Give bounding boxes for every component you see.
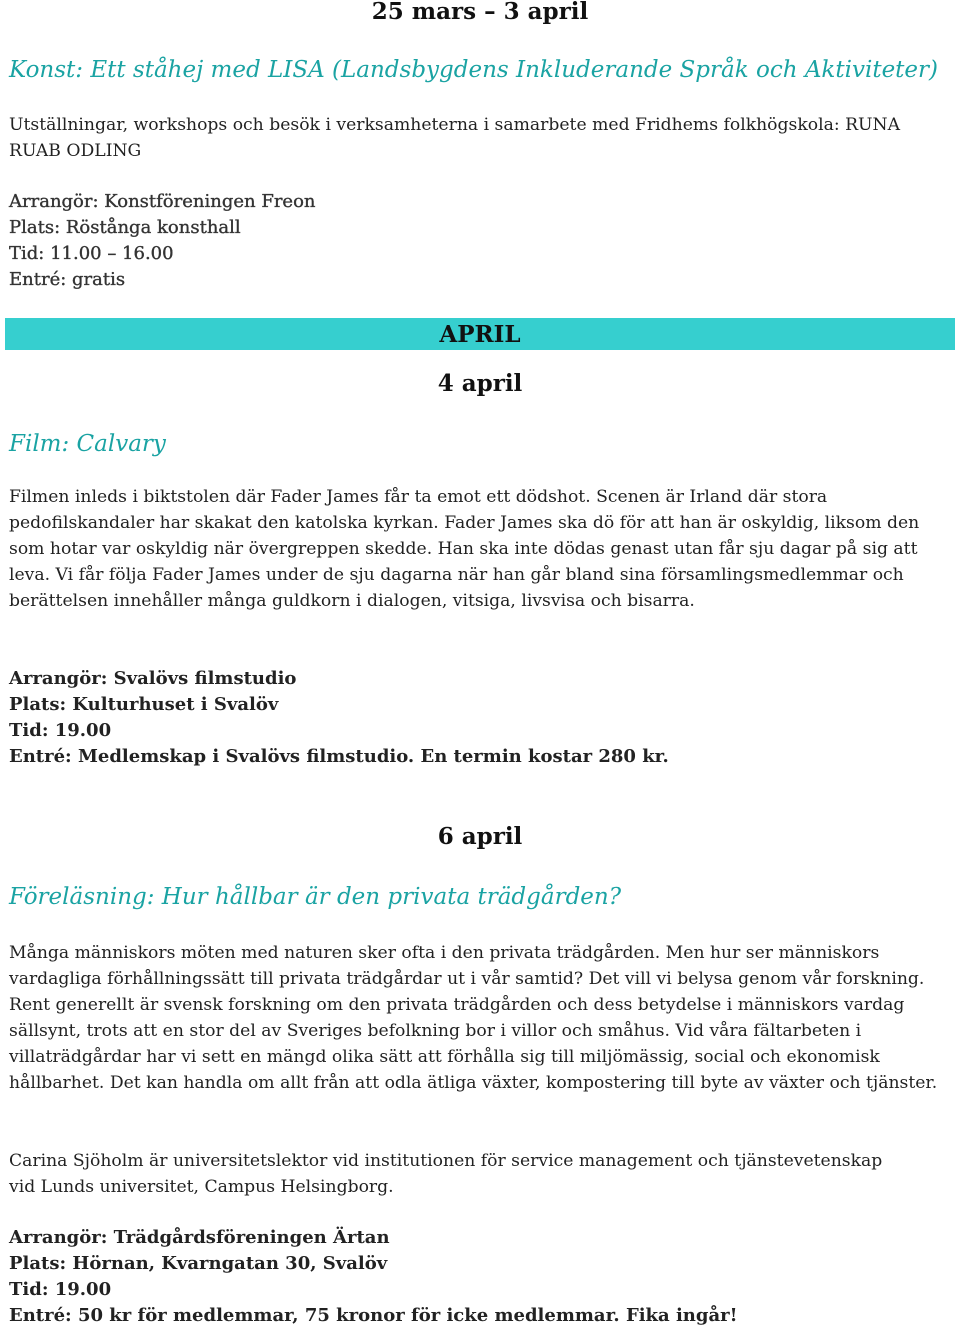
arranger-line: Arrangör: Trädgårdsföreningen Ärtan — [9, 1227, 390, 1248]
speaker-info: Carina Sjöholm är universitetslektor vid institutionen för service management och tjänstevetenskap vid Lunds universitet, Campus Helsingborg. — [9, 1151, 883, 1197]
event-date-4-april: 4 april — [437, 370, 523, 397]
arranger-line: Arrangör: Svalövs filmstudio — [9, 668, 297, 689]
entry-line: Entré: 50 kr för medlemmar, 75 kronor för icke medlemmar. Fika ingår! — [9, 1305, 738, 1326]
event-title-konst: Konst: Ett ståhej med LISA (Landsbygdens Inkluderande Språk och Aktiviteter) — [9, 57, 938, 83]
time-line: Tid: 19.00 — [9, 1279, 112, 1300]
time-line: Tid: 11.00 – 16.00 — [9, 243, 174, 264]
time-line: Tid: 19.00 — [9, 720, 112, 741]
event-details-konst — [9, 189, 316, 293]
arranger-line: Arrangör: Konstföreningen Freon — [9, 191, 316, 212]
entry-line: Entré: Medlemskap i Svalövs filmstudio. En termin kostar 280 kr. — [9, 746, 669, 767]
event-description-film: Filmen inleds i biktstolen där Fader James får ta emot ett dödshot. Scenen är Irland där stora pedofilskandaler har skakat den katolska kyrkan. Fader James ska dö för att han är oskyldig, liksom den som hotar var oskyldig när övergreppen skedde. Han ska inte dödas genast utan får sju dagar på sig att leva. Vi får följa Fader James under de sju dagarna när han går bland sina församlingsmedlemmar och berättelsen innehåller många guldkorn i dialogen, vitsiga, livsvisa och bisarra. — [9, 487, 920, 611]
event-description-forelasning: Många människors möten med naturen sker ofta i den privata trädgården. Men hur ser människors vardagliga förhållningssätt till privata trädgårdar ut i vår samtid? Det vill vi belysa genom vår forskning. Rent generellt är svensk forskning om den privata trädgården och dess betydelse i människors vardag sällsynt, trots att en stor del av Sveriges befolkning bor i villor och småhus. Vid våra fältarbeten i villaträdgårdar har vi sett en mängd olika sätt att förhålla sig till miljömässig, social och ekonomisk hållbarhet. Det kan handla om allt från att odla ätliga växter, kompostering till byte av växter och tjänster. — [9, 943, 938, 1093]
event-details-forelasning — [9, 1225, 738, 1329]
event-details-film — [9, 666, 669, 770]
event-title-forelasning: Föreläsning: Hur hållbar är den privata trädgården? — [9, 884, 622, 910]
header-date: 25 mars – 3 april — [371, 0, 589, 25]
place-line: Plats: Röstånga konsthall — [9, 217, 241, 238]
event-date-6-april: 6 april — [437, 823, 523, 850]
entry-line: Entré: gratis — [9, 269, 126, 290]
event-title-film: Film: Calvary — [9, 431, 166, 457]
place-line: Plats: Kulturhuset i Svalöv — [9, 694, 279, 715]
month-banner-label: APRIL — [439, 321, 521, 348]
place-line: Plats: Hörnan, Kvarngatan 30, Svalöv — [9, 1253, 388, 1274]
event-description-konst: Utställningar, workshops och besök i verksamheterna i samarbete med Fridhems folkhögskola: RUNA RUAB ODLING — [9, 115, 900, 161]
